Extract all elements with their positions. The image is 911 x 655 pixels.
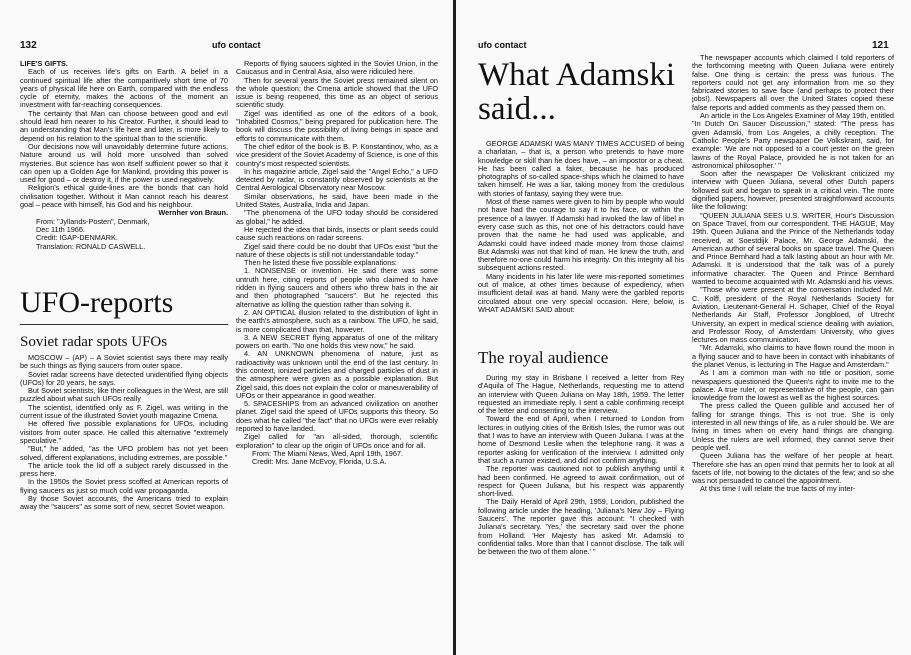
paragraph: 3. A NEW SECRET flying apparatus of one of the military powers on earth. "No one holds this view now," he said. [236,332,438,351]
article-title: What Adamski said... [478,57,676,127]
paragraph: At this time I will relate the true facts of my inter- [700,484,856,494]
paragraph: Toward the end of April, when I returned to London from lectures in outlying cities of the British Isles, the rumor was out that I was to have an interview with Queen Juliana. I was at the home of Desmond Leslie when the telephone rang. It was a reporter asking for verification of the interview. I admitted only that such a rumor existed, and did not confirm anything. [478,414,684,465]
paragraph: "But," he added, "as the UFO problem has not yet been solved, different explanations, including extremes, are possible." [20,444,228,462]
paragraph: "Mr. Adamski, who claims to have flown round the moon in a flying saucer and to have been in contact with inhabitants of the planet Venus, is lecturing in The Hague and Amsterdam." [692,343,894,369]
article-heading: LIFE'S GIFTS. [20,59,68,68]
section-title: UFO-reports [20,286,174,319]
paragraph: Each of us receives life's gifts on Earth. A belief in a continued spiritual life after the comparitively short time of 70 years of physical life here on Earth, compared with the endless cycle of eternity, makes the actions of the moment an investment with far-reaching consequences. [20,67,228,110]
paragraph: The chief editor of the book is B. P. Konstantinov, who, as a vice president of the Soviet Academy of Science, is one of this country's most respected scientists. [236,141,438,168]
page-number: 132 [20,40,37,51]
paragraph: By those Soviet accounts, the Americans tried to explain away the "saucers" as some sort of new, secret Soviet weapon. [20,494,228,512]
paragraph: As I am a common man with no title or position, some newspapers questioned the Queen's right to invite me to the palace. A true ruler, or representative of the people, can gain knowledge from the lowest as well as the highest sources. [692,368,894,403]
paragraph: In his magazine article, Zigel said the "Angel Echo," a UFO detected by radar, is constantly observed by scientists at the Central Aerological Observatory near Moscow. [236,166,438,193]
paragraph: Zigel said there could be no doubt that UFOs exist "but the nature of these objects is still not understandable today." [236,241,438,259]
left-page [0,0,455,655]
paragraph: Zigel was identified as one of the editors of a book, "Inhabited Cosmos," being prepared for publication here. The book will discuss the possibility of living beings in space and efforts to communicate with them. [236,108,438,143]
soviet-radar-col1 [20,354,228,632]
paragraph: Most of these names were given to him by people who would not have had the courage to say it to his face, or within the presence of a lawyer. If Adamski had invoked the law of libel in every case such as this, not one of his detractors could have proven that the name he had used was applicable, and Adamski could have indeed made money from those claims! But Adamski was not that kind of man. He knew the truth, and therefore no-one could harm his integrity. On this integrity all his subsequent actions rested. [478,197,684,273]
paragraph: He rejected the idea that birds, insects or plant seeds could cause such reactions on radar screens. [236,224,438,243]
paragraph: 2. AN OPTICAL illusion related to the distribution of light in the earth's atmosphere, such as a rainbow. The UFO, he said, is more complicated than that, however. [236,307,438,334]
paragraph: Zigel called for "an all-sided, thorough, scientific exploration" to clear up the origin of UFOs once and for all. [236,432,438,450]
paragraph: Many incidents in his later life were mis-reported sometimes out of malice, at other times because of expediency, when insufficient detail was at hand. Many were the garbled reports circulated about one very special occasion. Here, below, is WHAT ADAMSKI SAID about: [478,271,684,314]
paragraph: 1. NONSENSE or invention. He said there was some untruth here, citing reports of people who claimed to have ridden in flying saucers and others who threw hats in the air and then photographed "saucers". But he rejected this alternative as killing the question rather than solving it. [236,266,438,309]
paragraph: "Those who were present at the conversation included Mr. C. Kolff, president of the Royal Netherlands Society for Aviation, Lieutenant-General H. Schaper, Chief of the Royal Netherlands Air Staff, Professor Jongbloed, of Utrecht University, an expert in medical science dealing with aviation, and Professor Rooy, of Amsterdam University, who gives lectures on mass communication. [692,285,894,345]
paragraph: He offered five possible explanations for UFOs, including visitors from outer space. He called this alternative "extremely speculative." [20,419,228,445]
paragraph: In the 1950s the Soviet press scoffed at American reports of flying saucers as just so much cold war propaganda. [20,477,228,495]
credit-line: From: The Miami News, Wed, April 19th, 1967. [252,448,403,458]
paragraph: 4. AN UNKNOWN phenomena of nature, just as radioactivity was unknown until the end of the last century. In this context, ionized particles and charged particles of dust in the atmosphere were given as a possible explanation. But Zigel said, this does not explain the color or maneuverability of UFOs or their appearance in good weather. [236,349,438,400]
paragraph: The Daily Herald of April 29th, 1959, London, published the following article under the heading, 'Juliana's New Joy – Flying Saucers'. The reporter gave this account: "I checked with Juliana's secretary. 'Yes,' the secretary said over the phone from Holland. 'Her Majesty has asked Mr. Adamski to confidential talks. More than that I cannot disclose. The talk will be between the two of them alone.' " [478,497,684,557]
divider [20,324,228,325]
paragraph: Soviet radar screens have detected unidentified flying objects (UFOs) for 20 years, he says. [20,369,228,387]
paragraph: "QUEEN JULIANA SEES U.S. WRITER, Hour's Discussion on Space Travel, from our correspondent. THE HAGUE, May 19th. Queen Juliana and the Prince of the Netherlands today received, at Soestdijk Palace, Mr. George Adamski, the American author of several books on space travel. The Queen and Prince Bernhard had a talk lasting about an hour with Mr. Adamski. It is understood that the talk was of a purely informative character. The Queen and Prince Bernhard wanted to become acquainted with Mr. Adamski and his views. [692,210,894,287]
paragraph: The reporter was cautioned not to publish anything until it had been confirmed. He agreed to await confirmation, out of respect for Queen Juliana, but his respect was apparently short-lived. [478,464,684,499]
paragraph: Reports of flying saucers sighted in the Soviet Union, in the Caucasus and in Central Asia, also were ridiculed here. [236,59,438,77]
page-number: 121 [872,40,889,51]
credit-line: From: "Jyllands-Posten", Denmark, [36,216,150,226]
paragraph: The scientist, identified only as F. Zigel, was writing in the current issue of the illustrated Soviet youth magazine Cmena. [20,402,228,421]
paragraph: But Soviet scientists, like their colleagues in the West, are still puzzled about what such UFOs really [20,386,228,404]
paragraph: Religion's ethical guide-lines are the bonds that can hold civilisation together. Without it Man cannot reach his dearest goal – peace with himself, his God and his neighbour. [20,183,228,210]
paragraph: The press called the Queen gullible and accused her of falling for strange things. This is not true. She is only interested in all new things of life, as a ruler should be. We are living in times when on every hand things are changing. Unless the rulers are well informed, they cannot serve their people well. [692,401,894,452]
running-head: ufo contact [478,40,527,50]
paragraph: The certainty that Man can choose between good and evil should lead him nearer to his Creator. Further, it should lead to an understanding that Man's life here and later, is more likely to depend on his relation to the spiritual than to the scientific. [20,108,228,143]
life-gifts-article [20,59,228,251]
paragraph: Then he listed these five possible explanations: [244,258,397,268]
paragraph: 5. SPACESHIPS from an advanced civilization on another planet. Zigel said the speed of UFOs supports this theory. So does what he called "the fact" that no UFOs were ever reliably reported to have landed. [236,399,438,434]
credit-line: Dec 11th 1966. [36,224,85,234]
paragraph: GEORGE ADAMSKI WAS MANY TIMES ACCUSED of being a charlatan, – that is, a person who pretends to have more knowledge or skill than he does have, – an impostor or a cheat. He has been called a faker, because he has produced photographs of so-called space-ships which he claimed to have taken himself. He was a liar, taking money from the credulous with stories of fantasy, saying they were true. [478,139,684,198]
paragraph: Similar observations, he said, have been made in the United States, Australia, India and Japan. [236,191,438,210]
credit-line: Credit: IGAP-DENMARK. [36,233,118,243]
subsection-title: The royal audience [478,348,609,367]
paragraph: Then for several years the Soviet press remained silent on the whole question; the Cmena article showed that the UFO issue is being reopened, this time as an object of serious scientific study. [236,75,438,110]
article-title: Soviet radar spots UFOs [20,334,168,350]
paragraph: An article in the Los Angeles Examiner of May 19th, entitled "In Dutch On Saucer Discussion," stated: "The press has given Adamski, from Los Angeles, a chilly reception. The Catholic People's Party newspaper De Volkskrant, said, for example: 'We are not opposed to a court jester on the green lawns of the Royal Palace, provided he is not taken for an astronomical philosopher.' " [692,111,894,170]
paragraph: "The phenomena of the UFO today should be considered as global," he added. [236,208,438,226]
running-head: ufo contact [212,40,261,50]
right-page [456,0,911,655]
paragraph: Queen Juliana has the welfare of her people at heart. Therefore she has an open mind that permits her to look at all facets of life, not bowing to the dictates of the few; and so she was not persuaded to cancel the appointment. [692,451,894,486]
paragraph: Our decisions now will unavoidably determine future actions. Nature around us will hold more unsolved than solved mysteries. But science has won itself sufficient power so that it can open up a Golden Age for Mankind, providing this power is used for good – or destroy it, if the power is used negatively. [20,141,228,185]
adamski-col1-intro [478,140,684,370]
soviet-radar-col2 [236,60,438,634]
adamski-col1-royal [478,374,684,632]
credit-line: Translation: RONALD CASWELL. [36,241,146,251]
credit-line: Credit: Mrs. Jane McEvoy, Florida, U.S.A. [252,457,387,467]
paragraph: The article took the lid off a subject rarely discussed in the press here. [20,460,228,479]
author-signature: Wernher von Braun. [158,208,228,218]
paragraph: Soon after the newspaper De Volkskrant criticized my interview with Queen Juliana, several other Dutch papers followed suit and began to speak in a critical vein. The more dignified papers, however, presented straightforward accounts like the following: [692,169,894,212]
paragraph: MOSCOW – (AP) – A Soviet scientist says there may really be such things as flying saucers from outer space. [20,353,228,371]
paragraph: During my stay in Brisbane I received a letter from Rey d'Aquila of The Hague, Netherlands, requesting me to attend an interview with Queen Juliana on May 18th, 1959. The letter requested an immediate reply. I sent a cable confirming receipt of the letter and consenting to the interview. [478,373,684,416]
adamski-col2 [692,54,894,634]
paragraph: The newspaper accounts which claimed I told reporters of the forthcoming meeting with Queen Juliana were entirely false. One thing is certain: the press was furious. The reporters could not get any information from me so they fabricated stories to save face (and perhaps to protect their jobs!). Newspapers all over the United States copied these false reports and added comments as they passed them on. [692,53,894,112]
